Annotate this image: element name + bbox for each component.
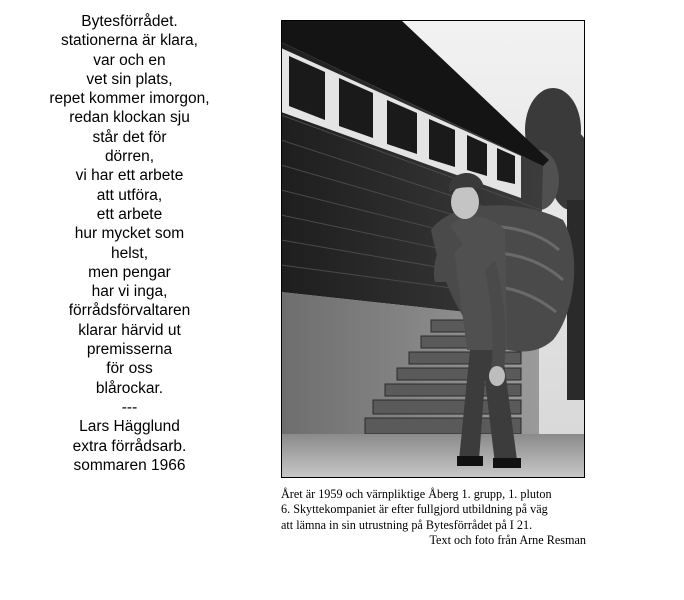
poem-line: premisserna [86,341,173,359]
poem-line: hur mycket som [74,225,185,243]
poem-line: klarar härvid ut [78,321,181,339]
caption-line: 6. Skyttekompaniet är efter fullgjord utbildning på väg [281,502,548,517]
poem-line: vi har ett arbete [75,167,184,185]
poem-line: står det för [92,128,167,146]
poem-line: vet sin plats, [86,70,173,88]
caption [281,487,601,549]
poem-line: helst, [110,244,149,262]
poem-author: Lars Hägglund [79,418,180,436]
poem-separator: --- [121,398,138,416]
poem-line: dörren, [104,148,155,166]
poem-line: redan klockan sju [69,109,190,127]
poem-line: ett arbete [96,205,163,223]
poem-line: stationerna är klara, [61,32,198,50]
poem-line: Bytesförrådet. [81,13,178,30]
photograph [281,20,585,478]
poem-line: blårockar. [95,379,164,397]
poem-line: har vi inga, [91,283,168,301]
poem-line: förrådsförvaltaren [68,302,191,320]
caption-line: Året är 1959 och värnpliktige Åberg 1. grupp, 1. pluton [281,487,552,501]
poem-line: att utföra, [96,186,163,204]
poem-line: men pengar [88,263,171,281]
caption-line: att lämna in sin utrustning på Bytesförrådet på I 21. [281,517,533,532]
poem-line: var och en [93,51,166,69]
photo-credit: Text och foto från Arne Resman [429,533,586,548]
poem-line: repet kommer imorgon, [49,90,210,108]
poem-date: sommaren 1966 [73,456,186,474]
ground [281,434,585,478]
poem-line: för oss [106,360,153,378]
photo-illustration [281,20,585,478]
poem [22,12,237,475]
poem-author-role: extra förrådsarb. [72,437,187,455]
